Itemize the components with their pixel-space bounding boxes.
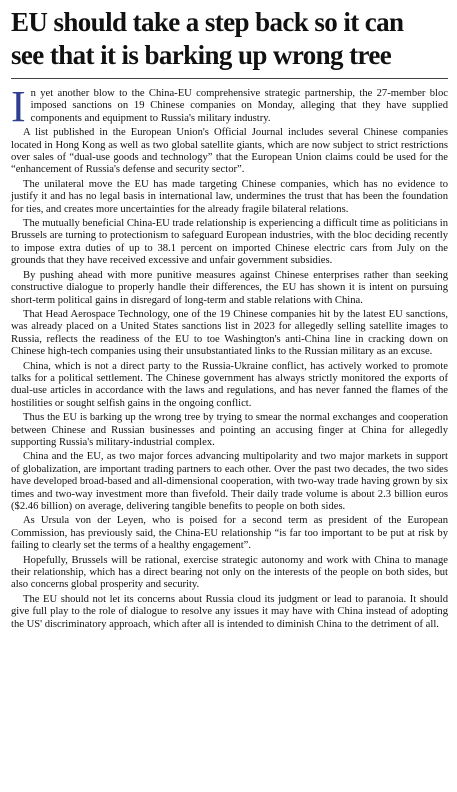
paragraph-unilateral-move: The unilateral move the EU has made targeting Chinese companies, which has no evidence to justify it and has no legal basis in international law, undermines the trust that has been the foundation for ties, and creates more uncertainties for the already fragile bilateral relations. (11, 178, 448, 215)
paragraph-von-der-leyen: As Ursula von der Leyen, who is poised for a second term as president of the European Commission, has previously said, the China-EU relationship “is far too important to be put at risk by failing to clearly set the terms of a healthy engagement”. (11, 515, 448, 552)
paragraph-conclusion: The EU should not let its concerns about Russia cloud its judgment or lead to paranoia. It should give full play to the role of dialogue to resolve any issues it may have with China instead of adopting the US' discriminatory approach, which after all is intended to diminish China to the detriment of all. (11, 593, 448, 630)
paragraph-punitive-measures: By pushing ahead with more punitive measures against Chinese enterprises rather than seeking constructive dialogue to properly handle their differences, the EU has shown it is intent on pursuing short-term political gains in disregard of long-term and stable relations with China. (11, 269, 448, 306)
drop-cap: I (11, 82, 26, 131)
paragraph-official-journal: A list published in the European Union's Official Journal includes several Chinese companies located in Hong Kong as well as two global satellite giants, which are now subject to strict restrictions over sales of “dual-use goods and technology” that the European Union claims could be used for the “enhancement of Russia's defense and security sector”. (11, 127, 448, 176)
paragraph-trading-partners: China and the EU, as two major forces advancing multipolarity and two major markets in support of globalization, are important trading partners to each other. Over the past two decades, the two sides have developed broad-based and all-dimensional cooperation, with two-way trade having grown by six times and two-way investment more than fivefold. Their daily trade volume is about 2.3 billion euros ($2.46 billion) on average, delivering tangible benefits to people on both sides. (11, 451, 448, 512)
lead-paragraph (11, 82, 448, 131)
headline-line-1: EU should take a step back so it can (11, 7, 404, 37)
paragraph-trade-relationship: The mutually beneficial China-EU trade relationship is experiencing a difficult time as politicians in Brussels are turning to protectionism to safeguard European industries, with the bloc deciding recently to impose extra duties of up to 38.1 percent on imported Chinese electric cars from July on the grounds that they have received excessive and unfair government subsidies. (11, 218, 448, 267)
headline (11, 6, 448, 72)
paragraph-head-aerospace: That Head Aerospace Technology, one of the 19 Chinese companies hit by the latest EU sanctions, was already placed on a United States sanctions list in 2023 for allegedly selling satellite images to Russia, reflects the readiness of the EU to toe Washington's anti-China line in cracking down on Chinese high-tech companies using their unsubstantiated links to the Russian military as an excuse. (11, 308, 448, 358)
headline-rule (11, 78, 448, 79)
paragraph-brussels-rational: Hopefully, Brussels will be rational, exercise strategic autonomy and work with China to manage their relationship, which has a direct bearing not only on the interests of the people on both sides, but also concerns global prosperity and security. (11, 554, 448, 591)
paragraph-china-not-party: China, which is not a direct party to the Russia-Ukraine conflict, has actively worked to promote talks for a political settlement. The Chinese government has always strictly monitored the exports of dual-use articles in accordance with the laws and regulations, and has never fanned the flames of the hostilities or sought selfish gains in the ongoing conflict. (11, 360, 448, 409)
paragraph-wrong-tree: Thus the EU is barking up the wrong tree by trying to smear the normal exchanges and cooperation between Chinese and Russian businesses and pointing an accusing finger at China for allegedly supporting Russia's military-industrial complex. (11, 412, 448, 448)
article-body (11, 82, 448, 631)
headline-line-2: see that it is barking up wrong tree (11, 40, 392, 70)
lead-paragraph-text: n yet another blow to the China-EU comprehensive strategic partnership, the 27-member bloc imposed sanctions on 19 Chinese companies on Monday, alleging that they have supplied components and equipment to Russia's military industry. (30, 88, 448, 124)
